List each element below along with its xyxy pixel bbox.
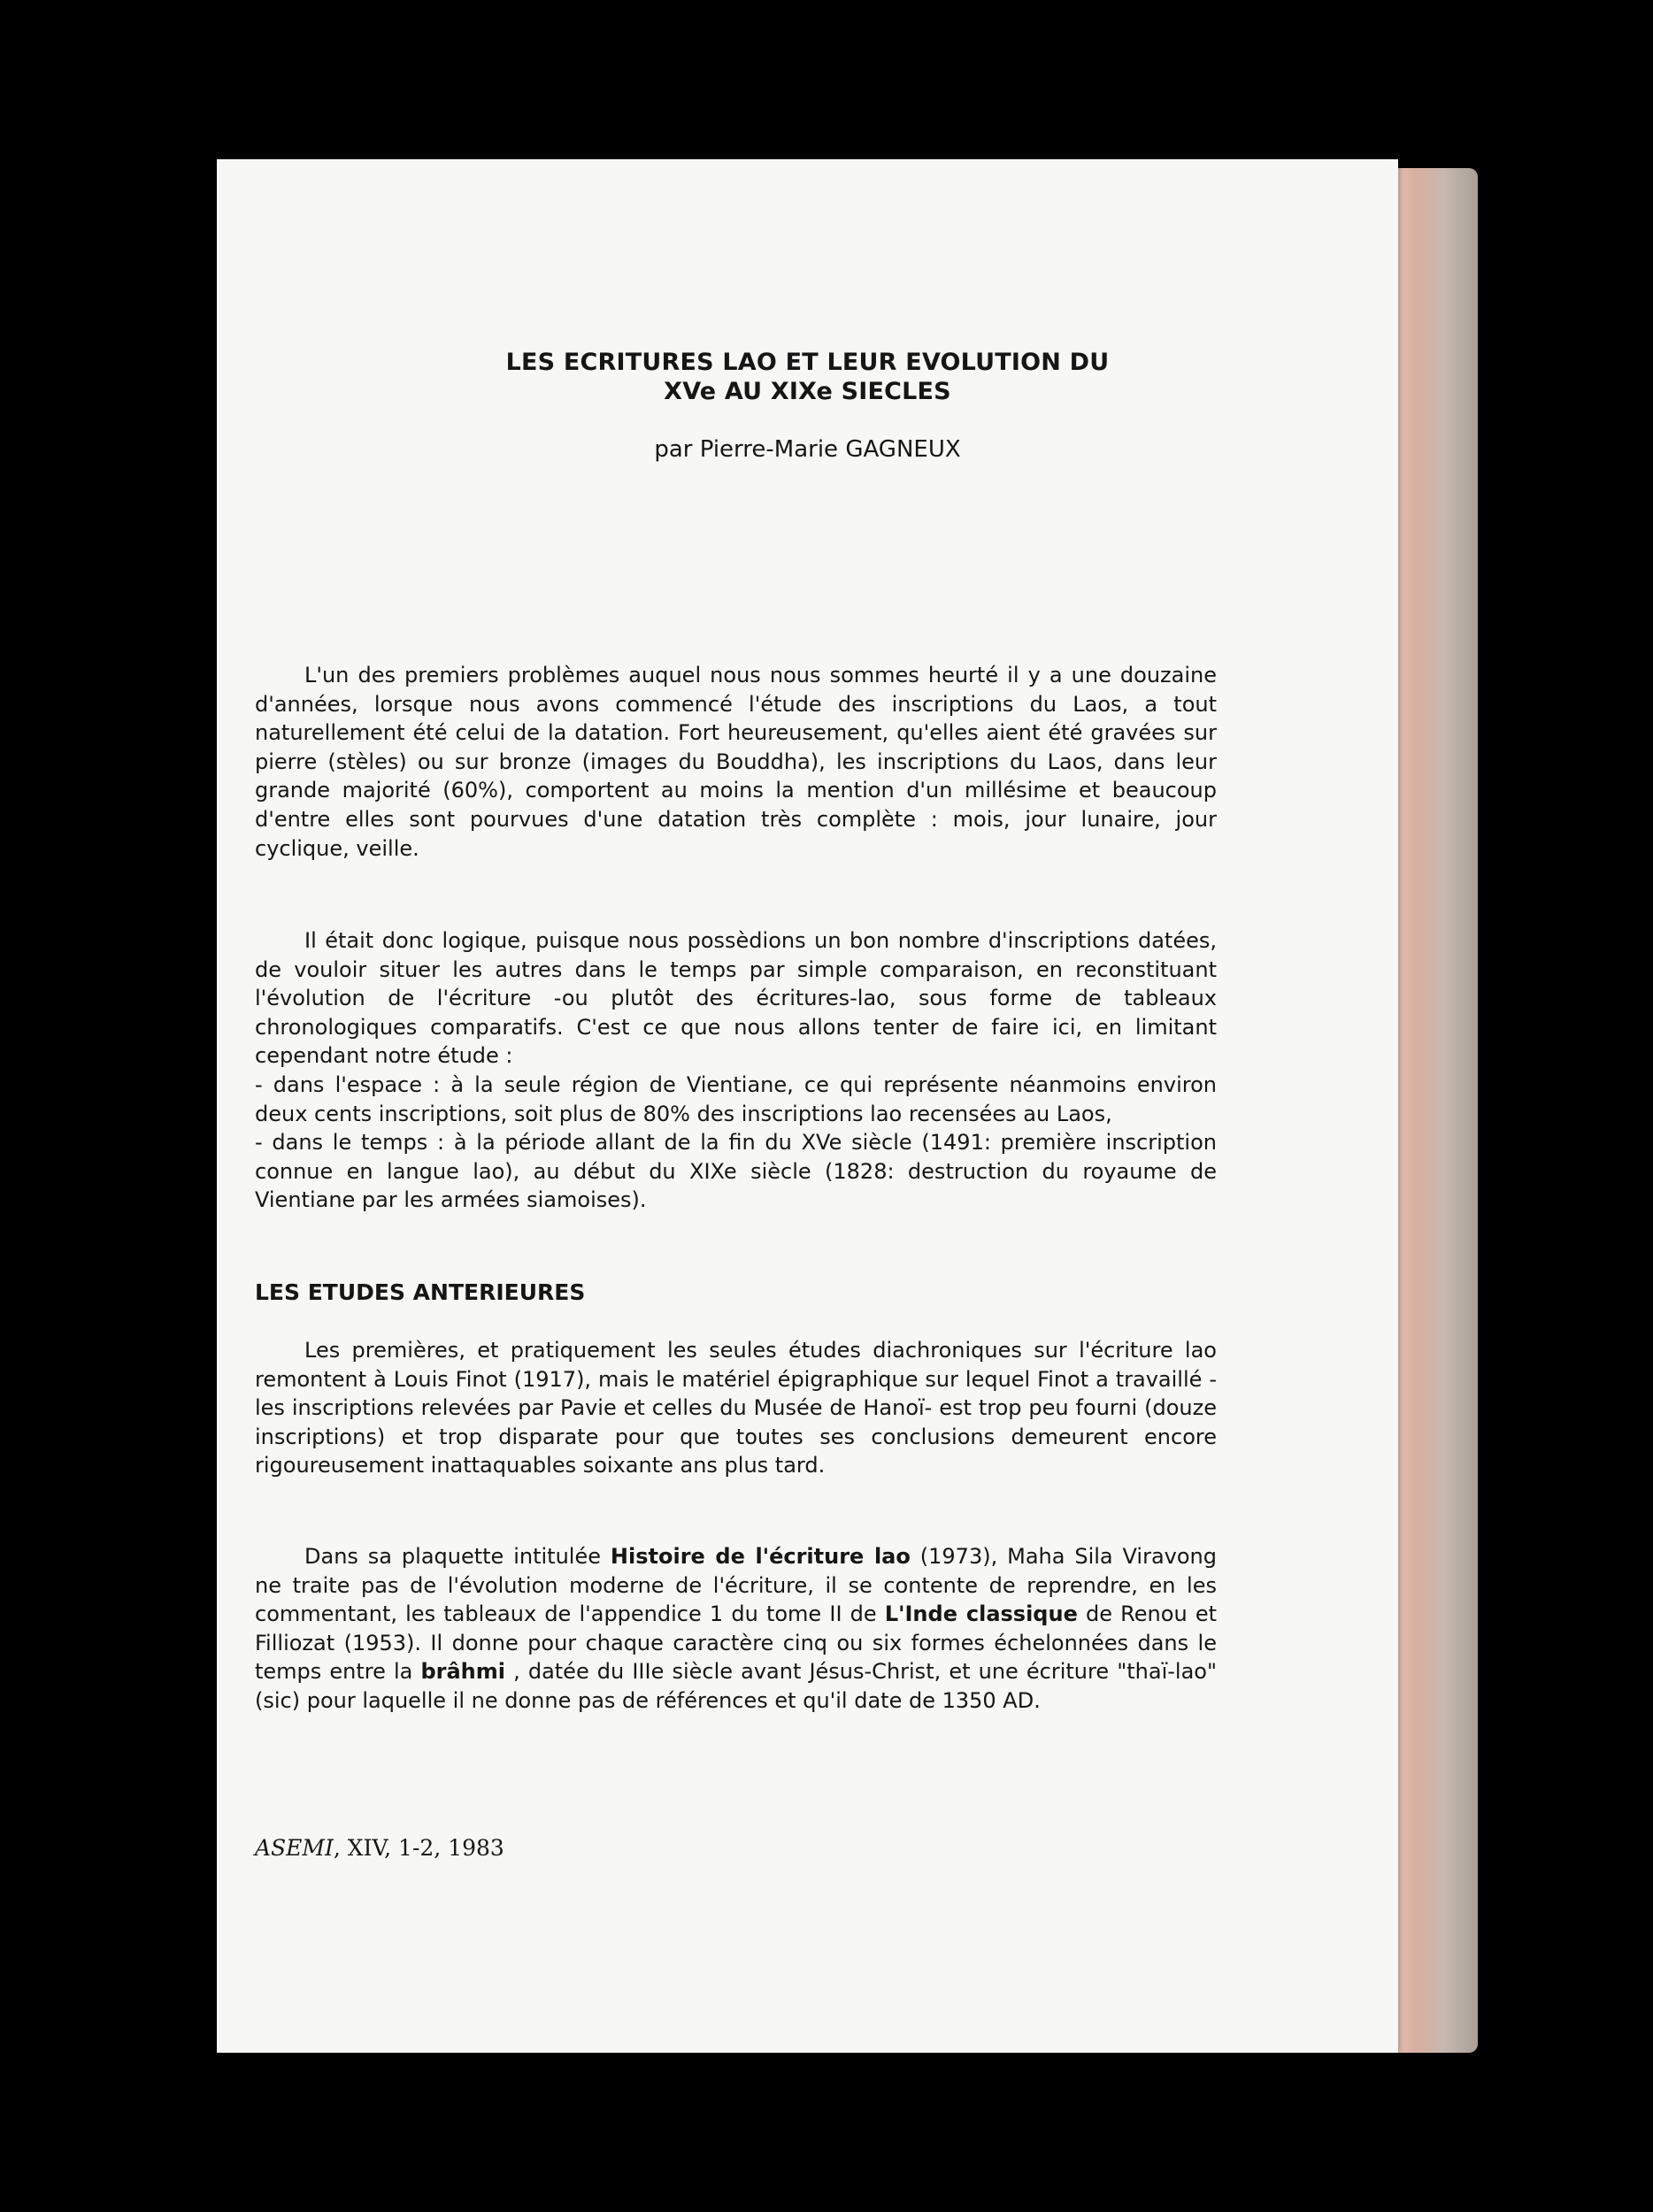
paragraph-2-space-item: - dans l'espace : à la seule région de Vientiane, ce qui représente néanmoins environ deux cents inscriptions, soit plus de 80% des inscriptions lao recensées au Laos, [255, 1071, 1217, 1126]
paragraph-3 [255, 1336, 1217, 1480]
section-heading: LES ETUDES ANTERIEURES [255, 1279, 586, 1305]
title-line-1: LES ECRITURES LAO ET LEUR EVOLUTION DU [505, 349, 1110, 376]
journal-citation [255, 1834, 504, 1863]
title-line-2: XVe AU XIXe SIECLES [664, 378, 951, 405]
book-title-inde-classique: L'Inde classique [884, 1601, 1078, 1627]
book-title-histoire: Histoire de l'écriture lao [610, 1544, 911, 1569]
term-brahmi: brâhmi [420, 1659, 505, 1685]
paragraph-4 [255, 1542, 1217, 1716]
p4-text-c: (1973), Maha Sila Viravong ne traite pas de l'évolution moderne de l'écriture, il se contente de reprendre, en les commentant, les tableaux de l'appendice 1 du tome II de [255, 1544, 1217, 1627]
paragraph-1 [255, 661, 1217, 863]
paragraph-2-intro: Il était donc logique, puisque nous possèdions un bon nombre d'inscriptions datées, de vouloir situer les autres dans le temps par simple comparaison, en reconstituant l'évolution de l'écriture -ou plutôt des écritures-lao, sous forme de tableaux chronologiques comparatifs. C'est ce que nous allons tenter de faire ici, en limitant cependant notre étude : [255, 928, 1217, 1069]
paragraph-2-time-item: - dans le temps : à la période allant de la fin du XVe siècle (1491: première inscription connue en langue lao), au début du XIXe siècle (1828: destruction du royaume de Vientiane par les armées siamoises). [255, 1130, 1217, 1213]
paragraph-2 [255, 926, 1217, 1215]
journal-issue: , XIV, 1-2, 1983 [333, 1835, 504, 1861]
journal-name: ASEMI [255, 1835, 334, 1861]
article-title [217, 348, 1398, 406]
paragraph-4-text [255, 1542, 1217, 1716]
p4-text-e: de Renou et Filliozat (1953). Il donne pour chaque caractère cinq ou six formes échelonnées dans le temps entre la [255, 1601, 1217, 1685]
author-line: par Pierre-Marie GAGNEUX [654, 436, 961, 463]
paragraph-1-text: L'un des premiers problèmes auquel nous nous sommes heurté il y a une douzaine d'années, lorsque nous avons commencé l'étude des inscriptions du Laos, a tout naturellement été celui de la datation. Fort heureusement, qu'elles aient été gravées sur pierre (stèles) ou sur bronze (images du Bouddha), les inscriptions du Laos, dans leur grande majorité (60%), comportent au moins la mention d'un millésime et beaucoup d'entre elles sont pourvues d'une datation très complète : mois, jour lunaire, jour cyclique, veille. [255, 663, 1217, 861]
p4-text-g: , datée du IIIe siècle avant Jésus-Christ, et une écriture "thaï-lao" (sic) pour laquelle il ne donne pas de références et qu'il date de 1350 AD. [255, 1659, 1218, 1713]
p4-text-a: Dans sa plaquette intitulée [304, 1544, 611, 1569]
paragraph-3-text: Les premières, et pratiquement les seules études diachroniques sur l'écriture lao remontent à Louis Finot (1917), mais le matériel épigraphique sur lequel Finot a travaillé -les inscriptions relevées par Pavie et celles du Musée de Hanoï- est trop peu fourni (douze inscriptions) et trop disparate pour que toutes ses conclusions demeurent encore rigoureusement inattaquables soixante ans plus tard. [255, 1338, 1217, 1479]
document-page [217, 159, 1398, 2053]
